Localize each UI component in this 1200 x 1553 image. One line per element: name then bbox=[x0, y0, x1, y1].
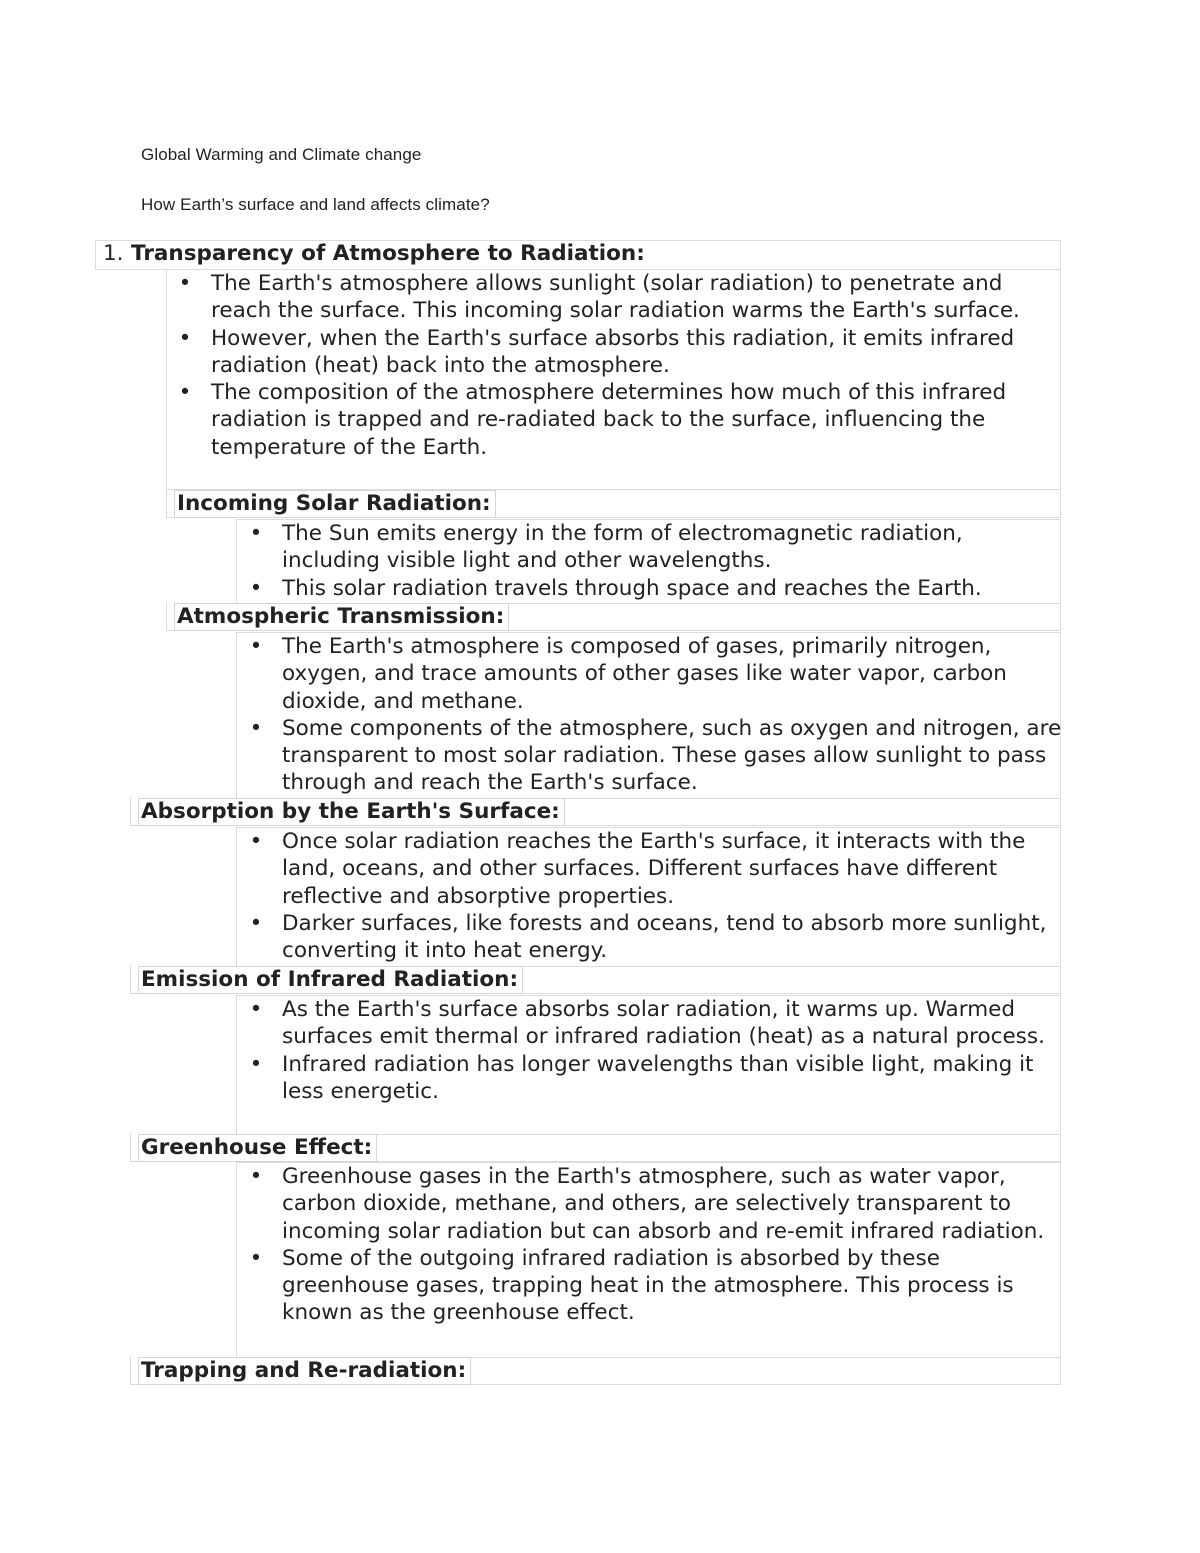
list-item bbox=[249, 520, 1062, 575]
transmission-heading: Atmospheric Transmission: bbox=[174, 603, 509, 631]
list-item-text: Darker surfaces, like forests and oceans, tend to absorb more sunlight, converting it into heat energy. bbox=[282, 910, 1047, 964]
bullet-icon: • bbox=[249, 521, 263, 546]
bullet-icon: • bbox=[178, 380, 192, 406]
section1-bullets bbox=[178, 270, 1061, 461]
emission-bullets bbox=[249, 996, 1062, 1105]
greenhouse-heading: Greenhouse Effect: bbox=[138, 1134, 377, 1162]
list-item bbox=[178, 325, 1061, 380]
list-item-text: The Earth's atmosphere allows sunlight (solar radiation) to penetrate and reach the surface. This incoming solar radiation warms the Earth's surface. bbox=[211, 271, 1020, 324]
incoming-heading: Incoming Solar Radiation: bbox=[174, 490, 496, 518]
list-item-text: Once solar radiation reaches the Earth's surface, it interacts with the land, oceans, and other surfaces. Different surfaces have different reflective and absorptive properties. bbox=[282, 829, 1026, 909]
bullet-icon: • bbox=[249, 575, 263, 601]
list-item bbox=[249, 1163, 1062, 1245]
bullet-icon: • bbox=[249, 715, 263, 741]
list-item-text: Some of the outgoing infrared radiation is absorbed by these greenhouse gases, trapping heat in the atmosphere. This process is known as the greenhouse effect. bbox=[282, 1245, 1014, 1326]
list-item-text: However, when the Earth's surface absorbs this radiation, it emits infrared radiation (heat) back into the atmosphere. bbox=[211, 325, 1015, 378]
incoming-bullets bbox=[249, 520, 1062, 602]
transmission-bullets bbox=[249, 633, 1062, 797]
list-item-text: Some components of the atmosphere, such as oxygen and nitrogen, are transparent to most solar radiation. These gases allow sunlight to pass through and reach the Earth's surface. bbox=[282, 715, 1062, 796]
list-item-text: As the Earth's surface absorbs solar radiation, it warms up. Warmed surfaces emit thermal or infrared radiation (heat) as a natural process. bbox=[282, 997, 1045, 1050]
bullet-icon: • bbox=[249, 829, 263, 854]
list-item-text: The Earth's atmosphere is composed of gases, primarily nitrogen, oxygen, and trace amounts of other gases like water vapor, carbon dioxide, and methane. bbox=[282, 634, 1007, 714]
section1-heading bbox=[101, 241, 649, 267]
document-subtitle: How Earth’s surface and land affects climate? bbox=[141, 195, 490, 214]
section1-number: 1. bbox=[103, 241, 124, 266]
bullet-icon: • bbox=[249, 910, 263, 936]
list-item bbox=[249, 1245, 1062, 1327]
section1-heading-text: Transparency of Atmosphere to Radiation: bbox=[131, 241, 645, 266]
absorption-bullets bbox=[249, 828, 1062, 964]
bullet-icon: • bbox=[249, 1051, 263, 1077]
bullet-icon: • bbox=[178, 271, 192, 296]
list-item bbox=[249, 715, 1062, 797]
absorption-heading: Absorption by the Earth's Surface: bbox=[138, 798, 565, 826]
list-item bbox=[249, 633, 1062, 715]
list-item-text: Greenhouse gases in the Earth's atmosphere, such as water vapor, carbon dioxide, methane, and others, are selectively transparent to incoming solar radiation but can absorb and re-emit infrared radiation. bbox=[282, 1164, 1045, 1244]
list-item-text: Infrared radiation has longer wavelengths than visible light, making it less energetic. bbox=[282, 1051, 1034, 1104]
list-item bbox=[249, 575, 1062, 602]
trapping-heading: Trapping and Re-radiation: bbox=[138, 1357, 471, 1385]
list-item bbox=[249, 1051, 1062, 1106]
list-item-text: The composition of the atmosphere determines how much of this infrared radiation is trapped and re-radiated back to the surface, influencing the temperature of the Earth. bbox=[211, 380, 1007, 460]
bullet-icon: • bbox=[178, 325, 192, 351]
bullet-icon: • bbox=[249, 1164, 263, 1189]
list-item-text: The Sun emits energy in the form of electromagnetic radiation, including visible light and other wavelengths. bbox=[282, 521, 963, 574]
emission-heading: Emission of Infrared Radiation: bbox=[138, 966, 523, 994]
list-item bbox=[249, 910, 1062, 965]
list-item bbox=[178, 379, 1061, 461]
list-item bbox=[249, 996, 1062, 1051]
bullet-icon: • bbox=[249, 1245, 263, 1271]
list-item-text: This solar radiation travels through space and reaches the Earth. bbox=[282, 575, 982, 601]
bullet-icon: • bbox=[249, 997, 263, 1022]
list-item bbox=[249, 828, 1062, 910]
bullet-icon: • bbox=[249, 634, 263, 659]
list-item bbox=[178, 270, 1061, 325]
greenhouse-bullets bbox=[249, 1163, 1062, 1327]
document-title: Global Warming and Climate change bbox=[141, 145, 422, 164]
